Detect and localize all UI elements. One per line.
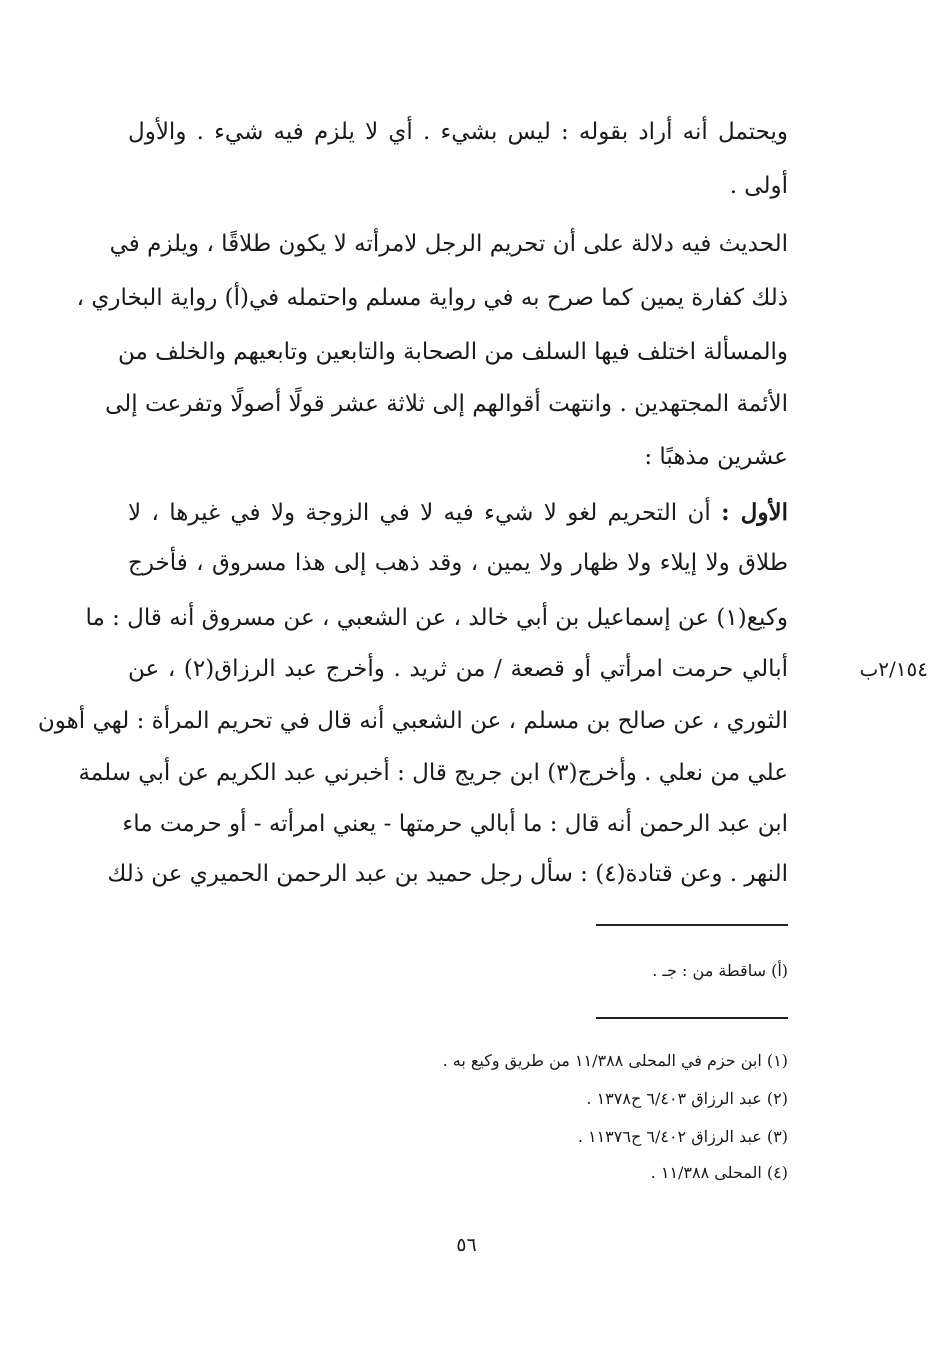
footnote-separator xyxy=(596,1017,788,1019)
body-line: النهر . وعن قتادة(٤) : سأل رجل حميد بن عبد الرحمن الحميري عن ذلك xyxy=(107,861,788,887)
body-line: والمسألة اختلف فيها السلف من الصحابة والتابعين وتابعيهم والخلف من xyxy=(118,339,788,365)
body-line: الأئمة المجتهدين . وانتهت أقوالهم إلى ثلاثة عشر قولًا أصولًا وتفرعت إلى xyxy=(105,391,788,417)
footnote: (٤) المحلى ١١/٣٨٨ . xyxy=(650,1163,788,1182)
body-line: وكيع(١) عن إسماعيل بن أبي خالد ، عن الشعبي ، عن مسروق أنه قال : ما xyxy=(85,605,788,631)
variant-note: (أ) ساقطة من : جـ . xyxy=(652,961,788,980)
body-line: الحديث فيه دلالة على أن تحريم الرجل لامرأته لا يكون طلاقًا ، ويلزم في xyxy=(109,231,788,257)
body-line: عشرين مذهبًا : xyxy=(644,444,788,470)
body-line: أبالي حرمت امرأتي أو قصعة / من ثريد . وأخرج عبد الرزاق(٢) ، عن xyxy=(128,656,788,682)
footnote-separator xyxy=(596,924,788,926)
body-line: طلاق ولا إيلاء ولا ظهار ولا يمين ، وقد ذهب إلى هذا مسروق ، فأخرج xyxy=(128,550,788,576)
footnote: (١) ابن حزم في المحلى ١١/٣٨٨ من طريق وكيع به . xyxy=(442,1051,788,1070)
body-line-first xyxy=(128,497,788,529)
body-line: أولى . xyxy=(729,173,788,199)
body-line: ابن عبد الرحمن أنه قال : ما أبالي حرمتها - يعني امرأته - أو حرمت ماء xyxy=(122,811,788,837)
body-text: أن التحريم لغو لا شيء فيه لا في الزوجة ولا في غيرها ، لا xyxy=(128,500,722,526)
body-line: الثوري ، عن صالح بن مسلم ، عن الشعبي أنه قال في تحريم المرأة : لهي أهون xyxy=(37,708,788,734)
manuscript-folio-note: ٢/١٥٤ب xyxy=(859,657,928,681)
footnote: (٣) عبد الرزاق ٦/٤٠٢ ح١١٣٧٦ . xyxy=(577,1127,788,1146)
page-number: ٥٦ xyxy=(456,1234,477,1256)
section-heading-first: الأول : xyxy=(721,499,788,526)
footnote: (٢) عبد الرزاق ٦/٤٠٣ ح١٣٧٨ . xyxy=(586,1089,788,1108)
body-line: علي من نعلي . وأخرج(٣) ابن جريج قال : أخبرني عبد الكريم عن أبي سلمة xyxy=(78,760,788,786)
body-line: ويحتمل أنه أراد بقوله : ليس بشيء . أي لا يلزم فيه شيء . والأول xyxy=(128,119,788,145)
body-line: ذلك كفارة يمين كما صرح به في رواية مسلم واحتمله في(أ) رواية البخاري ، xyxy=(76,285,788,311)
